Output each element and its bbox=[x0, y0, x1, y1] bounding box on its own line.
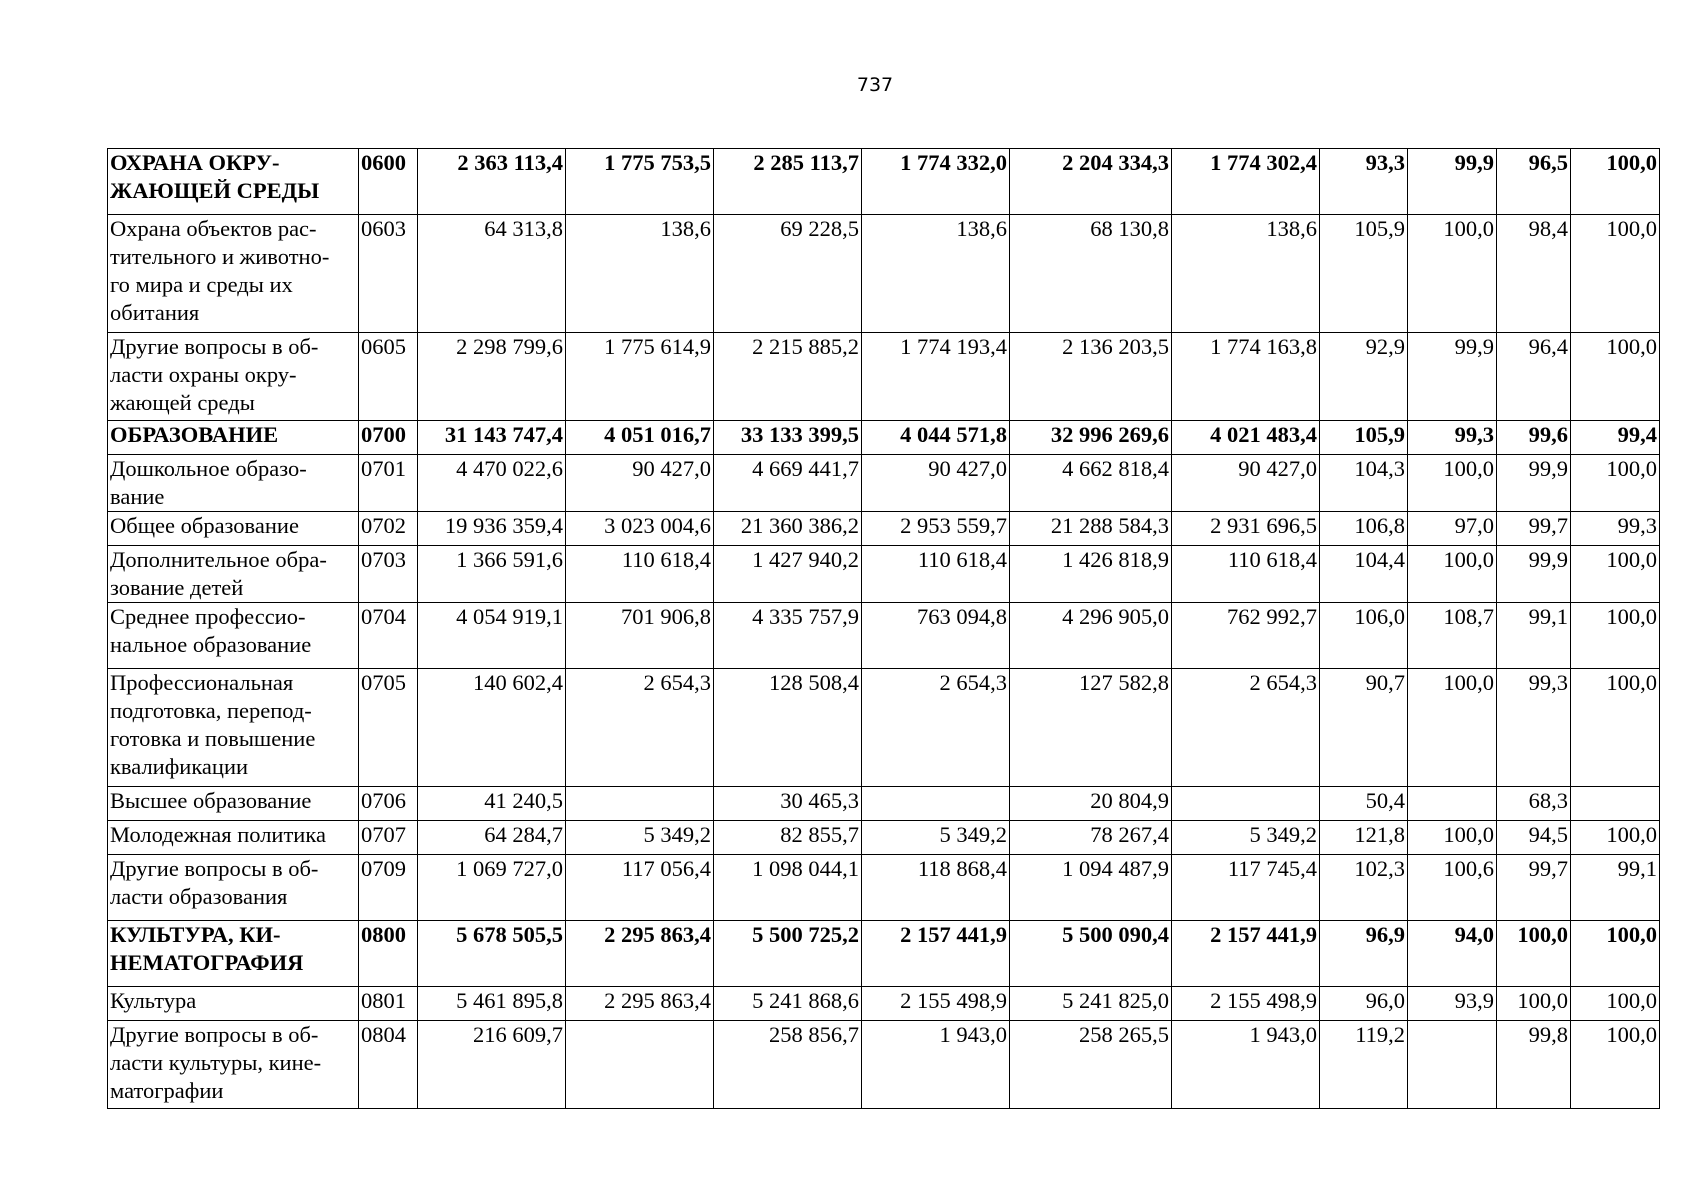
value-cell: 2 285 113,7 bbox=[714, 149, 862, 215]
value-cell bbox=[862, 787, 1010, 821]
value-cell: 2 215 885,2 bbox=[714, 333, 862, 421]
value-cell: 99,4 bbox=[1571, 421, 1660, 455]
row-name-cell: Профессиональная подготовка, перепод- готовка и повышение квалификации bbox=[108, 669, 359, 787]
section-row bbox=[108, 921, 1660, 987]
row-name-cell: Культура bbox=[108, 987, 359, 1021]
value-cell: 2 654,3 bbox=[566, 669, 714, 787]
value-cell: 100,0 bbox=[1571, 603, 1660, 669]
value-cell: 2 363 113,4 bbox=[418, 149, 566, 215]
section-row bbox=[108, 149, 1660, 215]
value-cell: 94,0 bbox=[1408, 921, 1497, 987]
value-cell: 100,0 bbox=[1571, 149, 1660, 215]
value-cell: 2 157 441,9 bbox=[862, 921, 1010, 987]
value-cell bbox=[566, 787, 714, 821]
row-name-cell: Общее образование bbox=[108, 512, 359, 546]
row-code-cell: 0603 bbox=[359, 215, 418, 333]
value-cell: 97,0 bbox=[1408, 512, 1497, 546]
value-cell: 763 094,8 bbox=[862, 603, 1010, 669]
value-cell: 4 051 016,7 bbox=[566, 421, 714, 455]
value-cell: 128 508,4 bbox=[714, 669, 862, 787]
value-cell: 106,0 bbox=[1320, 603, 1408, 669]
value-cell: 90 427,0 bbox=[566, 455, 714, 512]
row-code-cell: 0702 bbox=[359, 512, 418, 546]
value-cell: 96,4 bbox=[1497, 333, 1571, 421]
value-cell: 2 157 441,9 bbox=[1172, 921, 1320, 987]
value-cell: 19 936 359,4 bbox=[418, 512, 566, 546]
value-cell: 2 654,3 bbox=[862, 669, 1010, 787]
row-name-cell: КУЛЬТУРА, КИ- НЕМАТОГРАФИЯ bbox=[108, 921, 359, 987]
value-cell: 4 054 919,1 bbox=[418, 603, 566, 669]
value-cell: 100,0 bbox=[1497, 987, 1571, 1021]
value-cell: 110 618,4 bbox=[566, 546, 714, 603]
value-cell: 100,0 bbox=[1408, 546, 1497, 603]
row-code-cell: 0605 bbox=[359, 333, 418, 421]
value-cell: 138,6 bbox=[1172, 215, 1320, 333]
table-row bbox=[108, 603, 1660, 669]
value-cell: 90 427,0 bbox=[862, 455, 1010, 512]
row-name-cell: Охрана объектов рас- тительного и животно- го мира и среды их обитания bbox=[108, 215, 359, 333]
value-cell: 99,3 bbox=[1497, 669, 1571, 787]
value-cell bbox=[1408, 1021, 1497, 1109]
value-cell: 102,3 bbox=[1320, 855, 1408, 921]
value-cell: 110 618,4 bbox=[1172, 546, 1320, 603]
value-cell: 2 953 559,7 bbox=[862, 512, 1010, 546]
value-cell: 106,8 bbox=[1320, 512, 1408, 546]
value-cell: 117 056,4 bbox=[566, 855, 714, 921]
value-cell: 99,3 bbox=[1571, 512, 1660, 546]
value-cell: 1 069 727,0 bbox=[418, 855, 566, 921]
value-cell: 5 500 725,2 bbox=[714, 921, 862, 987]
value-cell: 4 470 022,6 bbox=[418, 455, 566, 512]
value-cell: 121,8 bbox=[1320, 821, 1408, 855]
row-name-cell: Дополнительное обра- зование детей bbox=[108, 546, 359, 603]
value-cell: 216 609,7 bbox=[418, 1021, 566, 1109]
value-cell: 31 143 747,4 bbox=[418, 421, 566, 455]
value-cell: 1 098 044,1 bbox=[714, 855, 862, 921]
value-cell: 110 618,4 bbox=[862, 546, 1010, 603]
value-cell: 140 602,4 bbox=[418, 669, 566, 787]
value-cell: 2 931 696,5 bbox=[1172, 512, 1320, 546]
table-body bbox=[108, 149, 1660, 1109]
table-row bbox=[108, 512, 1660, 546]
value-cell: 1 366 591,6 bbox=[418, 546, 566, 603]
value-cell: 33 133 399,5 bbox=[714, 421, 862, 455]
row-code-cell: 0706 bbox=[359, 787, 418, 821]
value-cell: 64 284,7 bbox=[418, 821, 566, 855]
value-cell: 50,4 bbox=[1320, 787, 1408, 821]
row-code-cell: 0600 bbox=[359, 149, 418, 215]
value-cell: 762 992,7 bbox=[1172, 603, 1320, 669]
value-cell: 21 288 584,3 bbox=[1010, 512, 1172, 546]
row-code-cell: 0801 bbox=[359, 987, 418, 1021]
value-cell: 2 155 498,9 bbox=[1172, 987, 1320, 1021]
value-cell: 1 774 332,0 bbox=[862, 149, 1010, 215]
value-cell: 96,9 bbox=[1320, 921, 1408, 987]
value-cell: 69 228,5 bbox=[714, 215, 862, 333]
row-name-cell: ОХРАНА ОКРУ- ЖАЮЩЕЙ СРЕДЫ bbox=[108, 149, 359, 215]
value-cell: 96,5 bbox=[1497, 149, 1571, 215]
value-cell: 99,7 bbox=[1497, 855, 1571, 921]
value-cell: 138,6 bbox=[566, 215, 714, 333]
value-cell: 105,9 bbox=[1320, 215, 1408, 333]
value-cell: 99,7 bbox=[1497, 512, 1571, 546]
value-cell: 68,3 bbox=[1497, 787, 1571, 821]
value-cell bbox=[1408, 787, 1497, 821]
value-cell: 5 349,2 bbox=[1172, 821, 1320, 855]
value-cell: 30 465,3 bbox=[714, 787, 862, 821]
value-cell: 258 856,7 bbox=[714, 1021, 862, 1109]
value-cell: 64 313,8 bbox=[418, 215, 566, 333]
value-cell bbox=[1571, 787, 1660, 821]
row-code-cell: 0804 bbox=[359, 1021, 418, 1109]
value-cell: 5 500 090,4 bbox=[1010, 921, 1172, 987]
table-row bbox=[108, 333, 1660, 421]
value-cell: 1 775 753,5 bbox=[566, 149, 714, 215]
row-code-cell: 0705 bbox=[359, 669, 418, 787]
value-cell: 32 996 269,6 bbox=[1010, 421, 1172, 455]
value-cell: 99,6 bbox=[1497, 421, 1571, 455]
value-cell: 1 774 302,4 bbox=[1172, 149, 1320, 215]
value-cell: 2 295 863,4 bbox=[566, 987, 714, 1021]
value-cell: 94,5 bbox=[1497, 821, 1571, 855]
budget-table bbox=[107, 148, 1660, 1109]
row-code-cell: 0701 bbox=[359, 455, 418, 512]
value-cell: 100,0 bbox=[1571, 455, 1660, 512]
value-cell: 90,7 bbox=[1320, 669, 1408, 787]
value-cell: 127 582,8 bbox=[1010, 669, 1172, 787]
value-cell: 701 906,8 bbox=[566, 603, 714, 669]
value-cell: 4 335 757,9 bbox=[714, 603, 862, 669]
value-cell: 99,9 bbox=[1497, 455, 1571, 512]
table-row bbox=[108, 821, 1660, 855]
value-cell: 41 240,5 bbox=[418, 787, 566, 821]
value-cell: 100,0 bbox=[1408, 669, 1497, 787]
value-cell: 78 267,4 bbox=[1010, 821, 1172, 855]
row-name-cell: Высшее образование bbox=[108, 787, 359, 821]
value-cell: 100,0 bbox=[1408, 821, 1497, 855]
row-name-cell: Другие вопросы в об- ласти охраны окру- жающей среды bbox=[108, 333, 359, 421]
value-cell: 93,3 bbox=[1320, 149, 1408, 215]
value-cell: 100,0 bbox=[1408, 455, 1497, 512]
value-cell: 100,0 bbox=[1571, 669, 1660, 787]
value-cell: 68 130,8 bbox=[1010, 215, 1172, 333]
table-row bbox=[108, 215, 1660, 333]
row-name-cell: Другие вопросы в об- ласти культуры, кине- матографии bbox=[108, 1021, 359, 1109]
value-cell: 100,0 bbox=[1571, 215, 1660, 333]
table-row bbox=[108, 1021, 1660, 1109]
value-cell: 104,3 bbox=[1320, 455, 1408, 512]
value-cell: 1 774 193,4 bbox=[862, 333, 1010, 421]
value-cell: 92,9 bbox=[1320, 333, 1408, 421]
value-cell: 2 136 203,5 bbox=[1010, 333, 1172, 421]
value-cell: 96,0 bbox=[1320, 987, 1408, 1021]
row-name-cell: Дошкольное образо- вание bbox=[108, 455, 359, 512]
value-cell: 4 662 818,4 bbox=[1010, 455, 1172, 512]
value-cell: 100,0 bbox=[1571, 333, 1660, 421]
table-row bbox=[108, 546, 1660, 603]
value-cell: 99,8 bbox=[1497, 1021, 1571, 1109]
value-cell: 2 295 863,4 bbox=[566, 921, 714, 987]
value-cell: 98,4 bbox=[1497, 215, 1571, 333]
row-code-cell: 0709 bbox=[359, 855, 418, 921]
row-code-cell: 0703 bbox=[359, 546, 418, 603]
value-cell: 4 296 905,0 bbox=[1010, 603, 1172, 669]
page-number: 737 bbox=[856, 74, 894, 96]
value-cell: 104,4 bbox=[1320, 546, 1408, 603]
value-cell: 99,9 bbox=[1408, 149, 1497, 215]
value-cell: 118 868,4 bbox=[862, 855, 1010, 921]
value-cell: 4 021 483,4 bbox=[1172, 421, 1320, 455]
table-row bbox=[108, 787, 1660, 821]
value-cell: 99,9 bbox=[1497, 546, 1571, 603]
value-cell: 1 427 940,2 bbox=[714, 546, 862, 603]
row-code-cell: 0707 bbox=[359, 821, 418, 855]
value-cell bbox=[566, 1021, 714, 1109]
value-cell: 105,9 bbox=[1320, 421, 1408, 455]
value-cell: 1 094 487,9 bbox=[1010, 855, 1172, 921]
value-cell: 100,0 bbox=[1571, 921, 1660, 987]
value-cell: 20 804,9 bbox=[1010, 787, 1172, 821]
value-cell: 99,1 bbox=[1571, 855, 1660, 921]
value-cell: 117 745,4 bbox=[1172, 855, 1320, 921]
value-cell: 100,0 bbox=[1497, 921, 1571, 987]
value-cell: 5 241 825,0 bbox=[1010, 987, 1172, 1021]
value-cell: 99,3 bbox=[1408, 421, 1497, 455]
row-name-cell: Другие вопросы в об- ласти образования bbox=[108, 855, 359, 921]
value-cell: 90 427,0 bbox=[1172, 455, 1320, 512]
value-cell: 2 654,3 bbox=[1172, 669, 1320, 787]
value-cell: 138,6 bbox=[862, 215, 1010, 333]
value-cell: 100,6 bbox=[1408, 855, 1497, 921]
value-cell: 100,0 bbox=[1571, 987, 1660, 1021]
value-cell: 4 669 441,7 bbox=[714, 455, 862, 512]
value-cell: 5 461 895,8 bbox=[418, 987, 566, 1021]
value-cell: 100,0 bbox=[1571, 821, 1660, 855]
value-cell: 2 298 799,6 bbox=[418, 333, 566, 421]
value-cell: 5 349,2 bbox=[862, 821, 1010, 855]
table-row bbox=[108, 987, 1660, 1021]
value-cell: 4 044 571,8 bbox=[862, 421, 1010, 455]
value-cell: 3 023 004,6 bbox=[566, 512, 714, 546]
row-code-cell: 0704 bbox=[359, 603, 418, 669]
value-cell bbox=[1172, 787, 1320, 821]
value-cell: 1 943,0 bbox=[862, 1021, 1010, 1109]
value-cell: 99,9 bbox=[1408, 333, 1497, 421]
value-cell: 2 204 334,3 bbox=[1010, 149, 1172, 215]
value-cell: 2 155 498,9 bbox=[862, 987, 1010, 1021]
value-cell: 21 360 386,2 bbox=[714, 512, 862, 546]
row-name-cell: Среднее профессио- нальное образование bbox=[108, 603, 359, 669]
value-cell: 100,0 bbox=[1571, 1021, 1660, 1109]
value-cell: 1 775 614,9 bbox=[566, 333, 714, 421]
row-code-cell: 0700 bbox=[359, 421, 418, 455]
value-cell: 5 678 505,5 bbox=[418, 921, 566, 987]
value-cell: 93,9 bbox=[1408, 987, 1497, 1021]
value-cell: 100,0 bbox=[1408, 215, 1497, 333]
value-cell: 1 426 818,9 bbox=[1010, 546, 1172, 603]
section-row bbox=[108, 421, 1660, 455]
value-cell: 119,2 bbox=[1320, 1021, 1408, 1109]
value-cell: 5 349,2 bbox=[566, 821, 714, 855]
value-cell: 1 943,0 bbox=[1172, 1021, 1320, 1109]
table-row bbox=[108, 855, 1660, 921]
value-cell: 1 774 163,8 bbox=[1172, 333, 1320, 421]
row-name-cell: ОБРАЗОВАНИЕ bbox=[108, 421, 359, 455]
value-cell: 108,7 bbox=[1408, 603, 1497, 669]
value-cell: 99,1 bbox=[1497, 603, 1571, 669]
value-cell: 5 241 868,6 bbox=[714, 987, 862, 1021]
row-name-cell: Молодежная политика bbox=[108, 821, 359, 855]
table-row bbox=[108, 455, 1660, 512]
value-cell: 258 265,5 bbox=[1010, 1021, 1172, 1109]
value-cell: 82 855,7 bbox=[714, 821, 862, 855]
table-row bbox=[108, 669, 1660, 787]
value-cell: 100,0 bbox=[1571, 546, 1660, 603]
row-code-cell: 0800 bbox=[359, 921, 418, 987]
